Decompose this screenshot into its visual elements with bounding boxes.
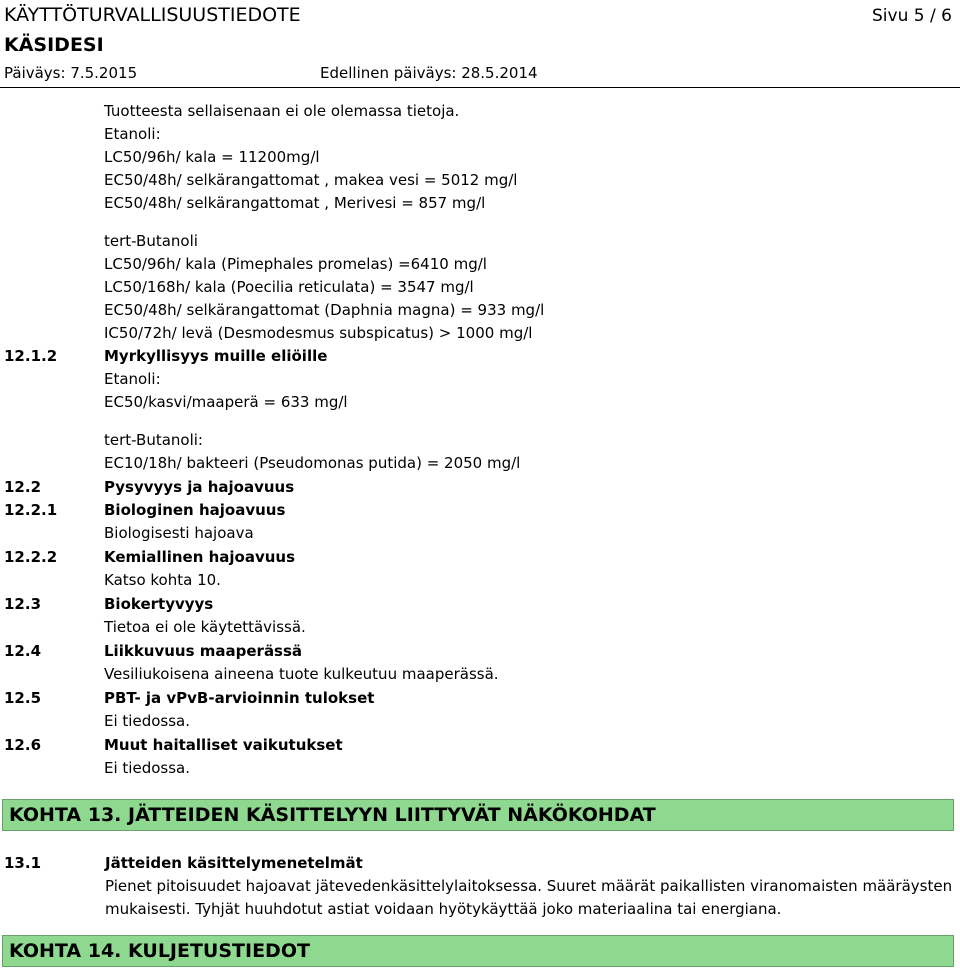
section-heading: Liikkuvuus maaperässä (104, 642, 303, 660)
section-heading: Kemiallinen hajoavuus (104, 548, 296, 566)
text-line: mukaisesti. Tyhjät huuhdotut astiat voidaan hyötykäyttää joko materiaalina tai energiana. (105, 900, 782, 918)
section-heading: Biologinen hajoavuus (104, 501, 286, 519)
text-line: IC50/72h/ levä (Desmodesmus subspicatus) > 1000 mg/l (104, 324, 533, 342)
text-line: Etanoli: (104, 370, 161, 388)
text-line: Biologisesti hajoava (104, 524, 254, 542)
section-number: 12.6 (4, 736, 42, 754)
section-banner-14 (2, 935, 954, 967)
text-line: Tuotteesta sellaisenaan ei ole olemassa tietoja. (104, 102, 460, 120)
previous-date: Edellinen päiväys: 28.5.2014 (320, 64, 538, 82)
text-line: LC50/168h/ kala (Poecilia reticulata) = 3547 mg/l (104, 278, 474, 296)
section-banner-title: KOHTA 14. KULJETUSTIEDOT (9, 940, 310, 962)
section-number: 12.1.2 (4, 347, 58, 365)
section-heading: Pysyvyys ja hajoavuus (104, 478, 295, 496)
section-number: 12.4 (4, 642, 42, 660)
text-line: EC50/kasvi/maaperä = 633 mg/l (104, 393, 348, 411)
section-heading: Jätteiden käsittelymenetelmät (105, 854, 363, 872)
header-rule (0, 87, 960, 88)
text-line: Vesiliukoisena aineena tuote kulkeutuu maaperässä. (104, 665, 499, 683)
text-line: EC50/48h/ selkärangattomat (Daphnia magna) = 933 mg/l (104, 301, 545, 319)
text-line: EC10/18h/ bakteeri (Pseudomonas putida) = 2050 mg/l (104, 454, 521, 472)
text-line: Tietoa ei ole käytettävissä. (104, 618, 306, 636)
section-banner-13 (2, 799, 954, 831)
product-name: KÄSIDESI (4, 34, 104, 56)
text-line: EC50/48h/ selkärangattomat , makea vesi = 5012 mg/l (104, 171, 518, 189)
section-number: 12.2.1 (4, 501, 58, 519)
section-heading: Biokertyvyys (104, 595, 214, 613)
section-number: 12.2 (4, 478, 42, 496)
section-number: 12.2.2 (4, 548, 58, 566)
text-line: EC50/48h/ selkärangattomat , Merivesi = 857 mg/l (104, 194, 486, 212)
section-heading: PBT- ja vPvB-arvioinnin tulokset (104, 689, 375, 707)
text-line: tert-Butanoli (104, 232, 198, 250)
document-title: KÄYTTÖTURVALLISUUSTIEDOTE (4, 4, 301, 26)
section-heading: Muut haitalliset vaikutukset (104, 736, 343, 754)
text-line: Ei tiedossa. (104, 759, 190, 777)
text-line: tert-Butanoli: (104, 431, 203, 449)
text-line: Katso kohta 10. (104, 571, 221, 589)
text-line: Pienet pitoisuudet hajoavat jätevedenkäsittelylaitoksessa. Suuret määrät paikallisten viranomaisten määräysten (105, 877, 953, 895)
text-line: Etanoli: (104, 125, 161, 143)
section-number: 12.5 (4, 689, 42, 707)
issue-date: Päiväys: 7.5.2015 (4, 64, 138, 82)
text-line: Ei tiedossa. (104, 712, 190, 730)
page-number: Sivu 5 / 6 (872, 6, 952, 26)
text-line: LC50/96h/ kala = 11200mg/l (104, 148, 320, 166)
section-heading: Myrkyllisyys muille eliöille (104, 347, 328, 365)
section-number: 13.1 (4, 854, 42, 872)
text-line: LC50/96h/ kala (Pimephales promelas) =6410 mg/l (104, 255, 487, 273)
section-number: 12.3 (4, 595, 42, 613)
section-banner-title: KOHTA 13. JÄTTEIDEN KÄSITTELYYN LIITTYVÄT NÄKÖKOHDAT (9, 804, 656, 826)
